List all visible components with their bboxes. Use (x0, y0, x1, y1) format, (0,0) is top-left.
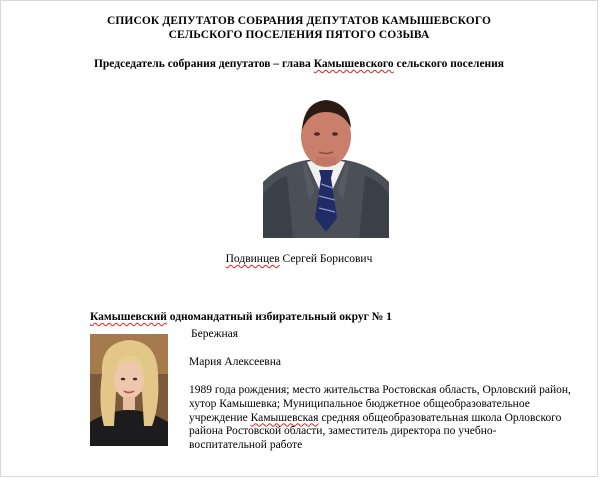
title-line-2: СЕЛЬСКОГО ПОСЕЛЕНИЯ ПЯТОГО СОЗЫВА (168, 29, 430, 41)
deputy-bio-text: 1989 года рождения; место жительства Ростовская область, Орловский район, хутор Камышевка; Муниципальное бюджетное общеобразовательное учреждение (189, 384, 571, 424)
district-label: одномандатный избирательный округ № 1 (166, 311, 392, 323)
chairman-given-names: Сергей Борисович (279, 253, 373, 265)
chairman-heading (1, 57, 597, 71)
chairman-surname: Подвинцев (225, 253, 280, 265)
chairman-name (1, 253, 597, 265)
document-title (1, 14, 597, 42)
deputy-surname: Бережная (191, 328, 239, 340)
deputy-bio-school-name: Камышевская (250, 411, 319, 424)
chairman-photo (263, 100, 389, 238)
deputy-photo (90, 334, 168, 446)
deputy-given-names: Мария Алексеевна (189, 356, 281, 368)
district-heading (90, 311, 392, 323)
chairman-heading-village: Камышевского (313, 58, 394, 70)
chairman-heading-text: Председатель собрания депутатов – глава (93, 58, 314, 70)
deputy-bio-text-rest: средняя общеобразовательная школа Орловского района Ростовской области, заместитель директора по учебно-воспитательной работе (189, 411, 562, 452)
title-line-1: СПИСОК ДЕПУТАТОВ СОБРАНИЯ ДЕПУТАТОВ КАМЫШЕВСКОГО (106, 15, 491, 27)
district-village: Камышевский (90, 311, 167, 323)
deputy-bio (189, 384, 574, 453)
chairman-heading-tail: сельского поселения (393, 58, 505, 70)
